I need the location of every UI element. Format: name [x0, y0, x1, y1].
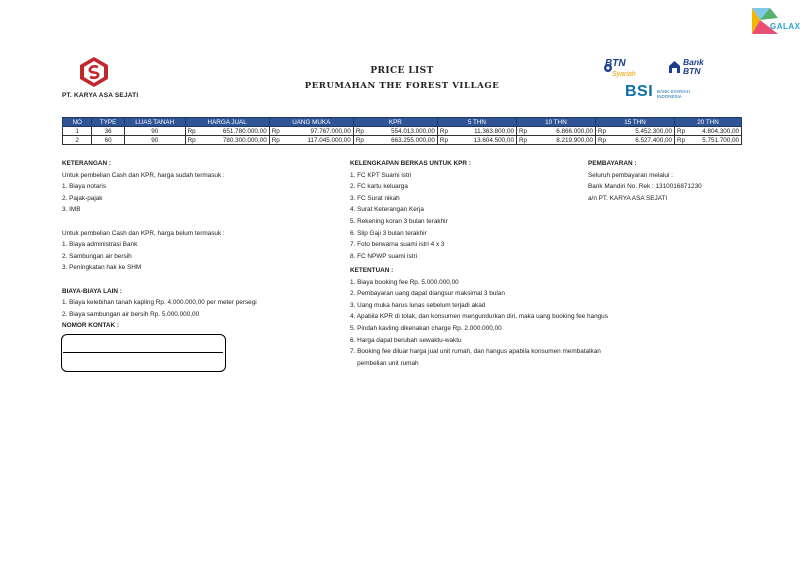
- cell-rp: Rp: [675, 136, 685, 145]
- list-item: 2. Pajak-pajak: [62, 194, 103, 202]
- cell-type: 36: [92, 127, 124, 136]
- cell-luas: 90: [124, 127, 185, 136]
- cell-dp: 117.045.000,00: [279, 136, 353, 145]
- page-title: PRICE LIST: [370, 66, 434, 76]
- contact-box: [61, 334, 226, 372]
- list-item: 8. FC NPWP suami istri: [350, 252, 417, 260]
- cell-no: 1: [63, 127, 92, 136]
- col-header-no: NO: [63, 118, 92, 127]
- keterangan-intro-included: Untuk pembelian Cash dan KPR, harga sudah termasuk :: [62, 171, 225, 179]
- list-item: 5. Pindah kavling dikenakan charge Rp. 2.000.000,00: [350, 324, 502, 332]
- cell-rp: Rp: [437, 127, 447, 136]
- list-item: 3. Peningkatan hak ke SHM: [62, 264, 142, 272]
- berkas-heading: KELENGKAPAN BERKAS UNTUK KPR :: [350, 160, 471, 167]
- contact-divider: [63, 352, 223, 353]
- cell-rp: Rp: [269, 127, 279, 136]
- col-header-20-thn: 20 THN: [675, 118, 742, 127]
- list-item: 2. Sambungan air bersih: [62, 252, 132, 260]
- ketentuan-section: [350, 265, 740, 369]
- list-item: 4. Apabila KPR di tolak, dan konsumen mengundurkan diri, maka uang booking fee hangus: [350, 313, 608, 321]
- cell-rp: Rp: [353, 136, 363, 145]
- cell-rp: Rp: [516, 127, 526, 136]
- cell-5thn: 11.363.800,00: [448, 127, 517, 136]
- col-header-10-thn: 10 THN: [516, 118, 595, 127]
- table-header-row: [63, 118, 742, 127]
- cell-rp: Rp: [269, 136, 279, 145]
- cell-15thn: 5.452.300,00: [606, 127, 675, 136]
- bank-btn-logo: Bank BTN: [683, 57, 704, 76]
- table-row: [63, 127, 742, 136]
- list-item: 7. Booking fee diluar harga jual unit rumah, dan hangus apabila konsumen membatalkan: [350, 348, 601, 356]
- cell-rp: Rp: [675, 127, 685, 136]
- list-item: 1. Biaya administrasi Bank: [62, 241, 138, 249]
- list-item: Bank Mandiri No. Rek : 1310016871230: [588, 183, 702, 191]
- col-header-uang-muka: UANG MUKA: [269, 118, 353, 127]
- cell-dp: 97.767.000,00: [279, 127, 353, 136]
- cell-type: 60: [92, 136, 124, 145]
- cell-rp: Rp: [353, 127, 363, 136]
- table-row: [63, 136, 742, 145]
- col-header-15-thn: 15 THN: [595, 118, 674, 127]
- price-table: [62, 117, 742, 145]
- cell-20thn: 5.751.700,00: [685, 136, 742, 145]
- bank-btn-house-icon: [668, 60, 681, 79]
- pembayaran-section: [588, 158, 748, 204]
- ketentuan-heading: KETENTUAN :: [350, 267, 394, 274]
- cell-harga: 651.780.000,00: [195, 127, 269, 136]
- cell-luas: 90: [124, 136, 185, 145]
- galaxy-watermark-text: GALAX: [770, 22, 801, 31]
- cell-10thn: 8.219.900,00: [527, 136, 596, 145]
- list-item: 4. Surat Keterangan Kerja: [350, 206, 424, 214]
- cell-no: 2: [63, 136, 92, 145]
- list-item: 1. FC KPT Suami istri: [350, 171, 412, 179]
- list-item: 2. FC kartu keluarga: [350, 183, 408, 191]
- col-header-luas-tanah: LUAS TANAH: [124, 118, 185, 127]
- keterangan-intro-excluded: Untuk pembelian Cash dan KPR, harga belum termasuk :: [62, 229, 225, 237]
- pembayaran-heading: PEMBAYARAN :: [588, 160, 637, 167]
- btn-syariah-logo: BTN: [605, 58, 626, 69]
- page-subtitle: PERUMAHAN THE FOREST VILLAGE: [304, 81, 500, 91]
- company-name: PT. KARYA ASA SEJATI: [62, 92, 139, 99]
- kontak-heading: NOMOR KONTAK :: [62, 322, 120, 329]
- bsi-logo: BSI: [625, 83, 654, 100]
- cell-20thn: 4.804.300,00: [685, 127, 742, 136]
- company-logo-icon: [80, 57, 108, 87]
- cell-rp: Rp: [595, 127, 605, 136]
- list-item: Seluruh pembayaran melalui :: [588, 171, 673, 179]
- btn-syariah-sublabel: Syariah: [612, 71, 636, 78]
- col-header-kpr: KPR: [353, 118, 437, 127]
- cell-rp: Rp: [595, 136, 605, 145]
- list-item: 2. Biaya sambungan air bersih Rp. 5.000.000,00: [62, 310, 200, 318]
- keterangan-section: [62, 158, 342, 320]
- cell-rp: Rp: [185, 127, 195, 136]
- list-item: 3. FC Surat nikah: [350, 194, 400, 202]
- cell-rp: Rp: [516, 136, 526, 145]
- cell-rp: Rp: [185, 136, 195, 145]
- biaya-lain-heading: BIAYA-BIAYA LAIN :: [62, 287, 122, 295]
- list-item: 6. Harga dapat berubah sewaktu-waktu: [350, 336, 462, 344]
- cell-5thn: 13.604.500,00: [448, 136, 517, 145]
- cell-kpr: 663.255.000,00: [363, 136, 437, 145]
- list-item: 5. Rekening koran 3 bulan terakhir: [350, 217, 448, 225]
- list-item: 1. Biaya booking fee Rp. 5.000.000,00: [350, 278, 459, 286]
- list-item: 6. Slip Gaji 3 bulan terakhir: [350, 229, 427, 237]
- list-item: 2. Pembayaran uang dapat diangsur maksimal 3 bulan: [350, 290, 505, 298]
- list-item: 3. Uang muka harus lunas sebelum terjadi akad: [350, 301, 486, 309]
- cell-10thn: 6.866.000,00: [527, 127, 596, 136]
- cell-harga: 780.300.000,00: [195, 136, 269, 145]
- col-header-type: TYPE: [92, 118, 124, 127]
- keterangan-heading: KETERANGAN :: [62, 160, 111, 167]
- list-item: 1. Biaya notaris: [62, 183, 107, 191]
- list-item: 3. IMB: [62, 206, 81, 214]
- bsi-sublabel: BANK SYARIAH INDONESIA: [657, 89, 690, 99]
- list-item: 1. Biaya kelebihan tanah kapling Rp. 4.000.000,00 per meter persegi: [62, 299, 257, 307]
- list-item: a/n PT. KARYA ASA SEJATI: [588, 194, 668, 202]
- berkas-section: [350, 158, 580, 262]
- col-header-harga-jual: HARGA JUAL: [185, 118, 269, 127]
- cell-15thn: 6.527.400,00: [606, 136, 675, 145]
- list-item: 7. Foto berwarna suami istri 4 x 3: [350, 241, 445, 249]
- col-header-5-thn: 5 THN: [437, 118, 516, 127]
- list-item: pembelian unit rumah: [350, 359, 419, 367]
- cell-rp: Rp: [437, 136, 447, 145]
- cell-kpr: 554.013.000,00: [363, 127, 437, 136]
